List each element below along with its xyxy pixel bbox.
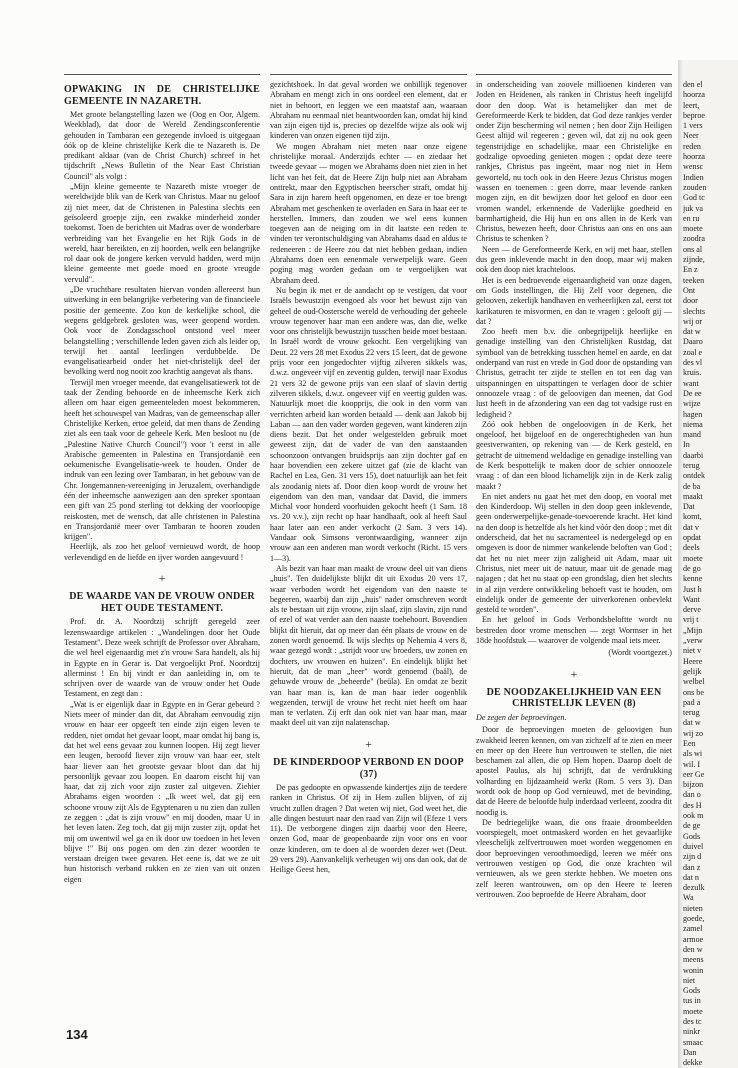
heading-waarde-vrouw: DE WAARDE VAN DE VROUW ONDER HET OUDE TESTAMENT.	[69, 591, 255, 614]
paragraph: „Wat is er eigenlijk daar in Egypte en in Gerar gebeurd ? Niets meer of minder dan dit, dat Abraham eenvoudig zijn vrouw en haar eer opgeeft ten einde zijn eigen leven te redden, niet omdat het gevaar loopt, maar omdat hij bang is, dat het wel eens gevaar zou kunnen loopen. Hij zegt liever een leugen, beroofd liever zijn vrouw van haar eer, stelt haar liever aan het grootste gevaar bloot dan dat hij persoonlijk gevaar zou loopen. En daarom eischt hij van haar, dat zij zich voor zijn zuster zal uitgeven. Ziehier Abrahams eigen woorden : „Ik weet wel, dat gij een schoone vrouw zijt Als de Egyptenaren u nu zien dan zullen ze zeggen : „dat is zijn vrouw" en mij dooden, maar U in het leven laten. Zeg toch, dat gij mijn zuster zijt, opdat het mij om uwentwil wel ga en ik door uw toedoen in het leven blijve !" Bij ons pogen om den zin dezer woorden te verstaan dreigen twee gevaren. Het eene is, dat we ze uit hun historisch verband rukken en ze zien van uit onzen eigen	[64, 699, 260, 884]
cut-off-line: welbel	[683, 677, 705, 687]
cut-off-line: Dat	[683, 502, 695, 512]
cut-off-line: en ru	[683, 213, 700, 223]
subheading: De zegen der beproevingen.	[476, 712, 567, 722]
cut-off-line: Heere	[683, 656, 703, 666]
heading-opwaking: OPWAKING IN DE CHRISTELIJKE GEMEENTE IN NAZARETH.	[64, 84, 260, 107]
cut-off-line: Een	[683, 739, 696, 748]
heading-kinderdoop: DE KINDERDOOP VERBOND EN DOOP (37)	[273, 757, 464, 780]
paragraph: Zoo heeft men b.v. die onbegrijpelijk heerlijke en genadige instelling van den Christelijken Rustdag, dat symbool van de betrekking tusschen hemel en aarde, en dat onderpand van rust en vrede in God door de opstanding van Christus, getracht ter zijde te stellen en tot een dag van uitspanningen en uitspattingen te verlagen door de schier onnoozele vraag : of de geloovigen dan meenen, dat God lust heeft in de afzondering van een dag tot vadsige rust en ledigheid ?	[476, 327, 672, 419]
cut-off-line: moete	[683, 553, 703, 563]
paragraph: En het geloof in Gods Verbondsbeloftte wordt nu bestreden door vrome menschen — zegt Wormser in het 18de hoofdstuk — waarover de volgende maal iets meer.	[476, 615, 672, 646]
page-number: 134	[66, 1027, 88, 1042]
cut-off-line: slechts	[683, 306, 706, 316]
cut-off-line: zamel	[683, 924, 703, 934]
cut-off-line: niema	[683, 419, 703, 429]
cut-off-line: nieten	[683, 903, 703, 913]
paragraph: De bedriegelijke waan, die ons fraaie droombeelden voorspiegelt, moet ontmaskerd worden en het gevaarlijke vleeschelijk zelfvertrouwen moet worden weggenomen en door beproevingen veroothmoedigd, leeren we méér ons vertrouwen vestigen op God, die onze krachten wil vernieuwen, als we geen sterkte hebben. We moeten ons zelf leeren wantrouwen, om op den Heere te leeren vertrouwen. Zoo beproefde de Heere Abraham, door	[476, 817, 672, 899]
cut-off-line: reden	[683, 141, 701, 151]
cut-off-line: Daaro	[683, 337, 703, 347]
cut-off-line: zoal e	[683, 347, 703, 357]
cut-off-line: de ge	[683, 821, 701, 831]
cut-off-line: hoorza	[683, 152, 706, 162]
cut-off-line: ninkr	[683, 1027, 701, 1037]
paragraph: Zóó ook hebben de ongeloovigen in de Kerk, het ongeloof, het bijgeloof en de ongerechtigheden van hun geestverwanten, op rekening van — de Kerk gesteld, en getracht de uitnemend weldadige en genadige instelling van de Kerk bespottelijk te maken door de schier onnoozele vraag : of dan een blood lichamelijk zijn in de Kerk zalig maakt ?	[476, 419, 672, 491]
cut-off-line: juk va	[683, 203, 704, 213]
cut-off-line: dat v	[683, 522, 699, 532]
cut-off-line: leert,	[683, 100, 700, 110]
paragraph: „De vruchtbare resultaten hiervan vonden allereerst hun uitwerking in een belangrijke verbetering van de financieele positie der gemeente. Zoo kon de kerkelijke school, die wegens geldgebrek gesloten was, weer geopend worden. Ook voor de Zondagsschool ontstond veel meer belangstelling ; verschillende leden gaven zich als leider op, terwijl het aantal leerlingen verdubbelde. De evangelisatiearbeid onder het niet-christelijk deel der bevolking werd nog nooit zoo krachtig aangevat als thans.	[64, 285, 260, 377]
cross-divider: +	[158, 571, 166, 586]
cut-off-line: „verw	[683, 636, 703, 646]
cross-divider: +	[365, 736, 372, 751]
paragraph: Nu begin ik met er de aandacht op te vestigen, dat voor Israëls bewustzijn evengoed als voor het bewust zijn van geheel de oud-Oostersche wereld de verhouding der geheele vrouw tegenover haar man een andere was, dan die, welke voor ons christelijk bewustzijn tusschen beide moet bestaan. In Israël wordt de vrouw gekocht. Een vergelijking van Deut. 22 vers 28 met Exodus 22 vers 15 leert, dat de gewone prijs voor een jongedochter vijftig zilveren sikkels was, d.w.z. ongeveer vijf en zeventig gulden, terwijl naar Exodus 21 vers 32 de gewone prijs van een slaaf of slavin dertig zilveren sikkels, d.w.z. ongeveer vijf en veertig gulden was. Natuurlijk moet die koopprijs, die ook in den vorm van verrichten arbeid kan worden betaald — denk aan Jakob bij Laban — aan den vader worden gegeven, want kinderen zijn diens bezit. Dat het onder welgestelden gebruik moet geweest zijn, dat de vader de van den aanstaanden schoonzoon ontvangen bruidsprijs aan zijn dochter gaf en haar bovendien een zekere uitzet gaf (zie de klacht van Rachel en Lea, Gen. 31 vers 15), doet natuurlijk aan het feit als zoodanig niets af. Door dien koop wordt de vrouw het eigendom van den man, vandaar dat David, die immers Michal voor honderd voorhuiden gekocht heeft (1 Sam. 18 vs. 20 v.v.), zijn recht op haar handhaaft, ook al heeft Saul haar later aan een ander verkocht (2 Sam. 3 vers 14). Vandaar ook Simsons verontwaardiging, wanneer zijn vrouw aan een anderen man wordt verkocht (Richt. 15 vers 1—3).	[270, 285, 467, 563]
cut-off-line: komt,	[683, 512, 702, 522]
cut-off-line: dat w	[683, 327, 701, 337]
cut-off-line: dan z	[683, 862, 701, 872]
cut-off-line: armoe	[683, 934, 704, 944]
cut-off-line: niet	[683, 975, 696, 985]
cut-off-line: moete	[683, 1006, 703, 1016]
cut-off-line: eer Ge	[683, 769, 705, 779]
cut-off-line: „Mijn	[683, 625, 703, 635]
cut-off-line: hagen	[683, 409, 703, 419]
cut-off-line: des tc	[683, 1017, 702, 1027]
cut-off-line: ons al	[683, 244, 703, 254]
cut-off-line: God tc	[683, 193, 705, 203]
cut-off-line: maakt	[683, 491, 703, 501]
cut-off-line: des H	[683, 800, 702, 810]
top-rule-col1	[64, 74, 260, 75]
cut-off-line: Ont	[683, 285, 696, 295]
cut-off-line: smaac	[683, 1037, 704, 1047]
cut-off-line: deels	[683, 543, 700, 553]
cut-off-line: gelijk	[683, 666, 702, 676]
cut-off-line: zijn d	[683, 852, 702, 862]
cut-off-line: opdat	[683, 533, 701, 543]
column-2	[270, 80, 467, 1065]
column-4-cut-off	[683, 80, 738, 1065]
cut-off-line: de ba	[683, 481, 701, 491]
cut-off-line: dat n	[683, 872, 699, 882]
cut-off-line: Gods	[683, 986, 701, 996]
cut-off-line: De ee	[683, 388, 702, 398]
cut-off-line: wijze	[683, 399, 701, 409]
column-1	[64, 80, 260, 1065]
cut-off-line: des vl	[683, 358, 703, 368]
cut-off-line: goede,	[683, 914, 705, 924]
paragraph: Door de beproevingen moeten de geloovigen hun zwakheid leeren kennen, om van zichzelf af te zien en meer en meer op den Heere hun vertrouwen te stellen, die niet beschamen zal allen, die op Hem hopen. Daarop doelt de apostel Paulus, als hij schrijft, dat de verdrukking volharding en lijdzaamheid werkt (Rom. 5 vers 3). Dan wordt ook de hoop op God vernieuwd, met de bevinding, dat de Heere de beloofde hulp inderdaad verleent, zoodra dit noodig is.	[476, 725, 672, 817]
cut-off-line: mand	[683, 430, 701, 440]
cut-off-line: ook m	[683, 811, 704, 821]
cut-off-line: Just h	[683, 584, 702, 594]
cut-off-line: wil. I	[683, 759, 701, 769]
top-rule-col3	[476, 74, 672, 75]
paragraph: in onderscheiding van zoovele millioenen kinderen van Joden en Heidenen, als ranken in Christus heeft ingelijfd door den doop. Wat is hetamelijker dan met de Gereformeerde Kerk te bidden, dat God deze rankjes verder onder Zijn bescherming wil nemen ; hen door Zijn Heiligen Geest altijd wil regeeren ; geven wil, dat zij nu ook geen tegenstrijdige en schadelijke, maar een Christelijke en godzalige opvoeding genieten mogen ; opdat deze teere rankjes, Christus pas ingeënt, maar nog niet in Hem geworteld, nu toch ook in den Heere Jezus Christus mogen wassen en toenemen : geen dorre, maar levende ranken mogen zijn, en dit bewijzen door het geloof en door een vromen wandel, erkennende de Vaderlijke goedheid en barmhartigheid, die Hij hun en ons allen in de Kerk van Christus, bewezen heeft, door Christus aan ons en ons aan Christus te schenken ?	[476, 80, 672, 244]
paragraph: Heerlijk, als zoo het geloof vernieuwd wordt, de hoop verlevendigd en de liefde en ijver worden aangevuurd !	[64, 542, 260, 562]
cut-off-line: teeken	[683, 275, 705, 285]
cut-off-line: ons be	[683, 687, 704, 697]
cut-off-line: terug	[683, 708, 700, 718]
continued-note: (Wordt voortgezet.)	[608, 648, 672, 658]
cut-off-line: daarbi	[683, 450, 704, 460]
cut-off-line: duivel	[683, 841, 704, 851]
paragraph: We mogen Abraham niet meten naar onze eigene christelijke moraal. Anderzijds echter — en ziedaar het tweede gevaar — mogen we Abrahams doen niet zien in het licht van het feit, dat de Heere Zijn hulp niet aan Abraham onttrekt, maar den Egyptischen heerscher straft, omdat hij Sara in zijn harem heeft opgenomen, en deze er toe brengt Abraham met geschenken te overladen en Sara in haar eer te herstellen. Immers, dan zouden we wel eens kunnen toegeven aan de neiging om in dit laatste een reden te vinden ter verontschuldiging van Abrahams daad en aldus te redeneeren : de Heere zou dat niet hebben gedaan, indien Abrahams doen een eenenmale verwerpelijk ware. Geen poging mag worden gedaan om te vergoelijken wat Abraham deed.	[270, 141, 467, 285]
cut-off-line: 1 vers	[683, 121, 703, 131]
paragraph: gezichtshoek. In dat geval worden we onbillijk tegenover Abraham en mengt zich in ons oordeel een element, dat er niet in behoort, en leggen we een maatstaf aan, waaraan Abraham nu eenmaal niet beantwoorden kan, omdat hij kind van zijn eigen tijd is, precies op dezelfde wijze als ook wij kinderen van onzen eigenen tijd zijn.	[270, 80, 467, 141]
paragraph: Als bezit van haar man maakt de vrouw deel uit van diens „huis". Ten duidelijkste blijkt dit uit Exodus 20 vers 17, waar verboden wordt het eigendom van den naaste te begeeren, waarbij dan zijn „huis" nader omschreven wordt als te bestaan uit zijn vrouw, zijn slaaf, zijn slavin, zijn rund of ezel of wat verder aan den naaste toebehoort. Bovendien blijkt dit hieruit, dat op meer dan één plaats de vrouw en de zonen wordt genoemd. Ik wijs slechts op Nehemia 4 vers 8, waar gezegd wordt : „strijdt voor uw broeders, uw zonen en dochters, uw vrouwen en huizen". En eindelijk blijkt het hieruit, dat de man „heer" wordt genoemd (baäl), de gehuwde vrouw de „beheerde" (beüla). En omdat ze bezit van haar man is, kan de man haar ieder oogenblik wegzenden, terwijl de vrouw het recht niet heeft om haar man te verlaten. Zij erft dan ook niet van haar man, maar maakt deel uit van zijn nalatenschap.	[270, 563, 467, 728]
cut-off-line: den w	[683, 944, 703, 954]
cut-off-line: terug	[683, 460, 700, 470]
cut-off-line: pad a	[683, 697, 701, 707]
cut-off-line: zouden	[683, 182, 707, 192]
cut-off-line: want	[683, 378, 699, 388]
cut-off-line: kruis.	[683, 368, 702, 378]
cut-off-line: de go	[683, 563, 701, 573]
paragraph: Terwijl men vroeger meende, dat evangelisatiewerk tot de taak der Zending behoorde en de inheemsche Kerk zich alleen om haar eigen gemeenteleden moest bekommeren, heeft het schouwspel van Madras, van de gemeenschap aller Christelijke Kerken, ertoe geleid, dat men thans de Zending ziet als een taak voor de geheele Kerk. Men besloot nu (de „Palestine Native Church Council") voor 't eerst in alle Arabische gemeenten in Palestina en Transjordanië een oekumenische Evangelisatie-week te houden. Onder de indruk van een lezing over Tambaran, in het gebouw van de Chr. Jongemannen-vereeniging in Jeruzalem, overhandigde één der inheemsche aanwezigen aan den spreker spontaan een gift van 25 pond sterling tot dekking der voorloopige reiskosten, met de wensch, dat alle christenen in Palestina en Transjordanië meer over Tambaran te hooren zouden krijgen".	[64, 377, 260, 542]
cut-off-line: wij or	[683, 316, 703, 326]
cut-off-line: Wa	[683, 893, 694, 903]
cross-divider: +	[570, 666, 578, 681]
paragraph: De pas gedoopte en opwassende kindertjes zijn de teedere ranken in Christus. Of zij in Hem zullen blijven, of zij vrucht zullen dragen ? Dat weten wij niet, God weet het, die alle dingen bestuurt naar den raad van Zijn wil (Efeze 1 vers 11). De verborgene dingen zijn daarbij voor den Heere, onzen God, maar de geopenbaarde zijn voor ons en voor onze kinderen, om te doen al de woorden dezer wet (Deut. 29 vers 29). Aanvankelijk verheugen wij ons dan ook, dat de Heilige Geest hen,	[270, 783, 467, 875]
cut-off-line: In	[683, 440, 690, 450]
cut-off-line: wensc	[683, 162, 704, 172]
cut-off-line: kenne	[683, 574, 703, 584]
cut-off-line: moete	[683, 224, 703, 234]
cut-off-line: bijzon	[683, 780, 704, 790]
top-rule-col2	[270, 74, 467, 75]
cut-off-line: dat w	[683, 718, 701, 728]
cut-off-line: zijnde,	[683, 255, 705, 265]
heading-christelijk-leven: DE NOODZAKELIJKHEID VAN EEN CHRISTELIJK LEVEN (8)	[486, 686, 662, 710]
cut-off-line: derve	[683, 605, 701, 615]
cut-off-line: Indien	[683, 172, 704, 182]
paragraph: En niet anders nu gaat het met den doop, en vooral met den Kinderdoop. Wij stellen in den doop geen inklevende, geen onderwerpelijke-genade-toevoerende kracht. Het kind na den doop is hetzelfde als het kind vóór den doop ; met dit onderscheid, dat het nu sacramenteel is nedergelegd op en omgeven is door de nimmer wankelende beloften van God ; dat het nu niet meer zijn zaligheid uit Adam, maar uit Christus, niet meer uit de natuur, maar uit de genade mag najagen ; dat het nu staat op een grondslag, dien het slechts in al zijn verdere ontwikkeling behoeft vast te houden, om eindelijk onder de gemeente der uitverkorenen onbevlekt gesteld te worden".	[476, 491, 672, 615]
cut-off-line: Neer	[683, 131, 699, 141]
cut-off-line: door	[683, 296, 698, 306]
cut-off-line: Want	[683, 594, 700, 604]
column-3	[476, 80, 672, 1065]
cut-off-line: Dan	[683, 1047, 697, 1057]
cut-off-line: dezulk	[683, 883, 705, 893]
cut-off-line: zoodra	[683, 234, 706, 244]
cut-off-line: vrij t	[683, 615, 699, 625]
cut-off-line: beproe	[683, 110, 706, 120]
cut-off-line: wonin	[683, 965, 704, 975]
paragraph: Het is een bedroevende eigenaardigheid van onze dagen, om Gods instellingen, die Hij Zelf voor degenen, die gelooven, zekerlijk handhaven en verheerlijken zal, eerst tot karikaturen te misvormen, en dan te vragen : gelooft gij — dat ?	[476, 275, 672, 326]
cut-off-line: meens	[683, 955, 704, 965]
cut-off-line: dekke	[683, 1058, 703, 1065]
paragraph: Met groote belangstelling lazen we (Oog en Oor, Algem. Weekblad), dat door de Wereld Zendingsconferentie gehouden in Tambaran een gezegende invloed is uitgegaan óók op de kleine christelijke Kerk die te Nazareth is. De predikant aldaar (van de Christ Church) schreef in het tijdschrift „News Bulletin of the Near East Christian Council" als volgt :	[64, 110, 260, 181]
cut-off-line: En z	[683, 265, 698, 275]
cut-off-line: dan o	[683, 790, 701, 800]
cut-off-line: wij zo	[683, 728, 704, 738]
cut-off-line: hoorza	[683, 90, 706, 100]
paragraph: „Mijn kleine gemeente te Nazareth miste vroeger de wereldwijde blik van de Kerk van Christus. Maar nu geloof zij niet meer, dat de Christenen in Palestina slechts een geïsoleerd groepje zijn, een zwakke minderheid zonder toekomst. Toen de berichten uit Madras over de wonderbare verbreiding van het Evangelie en het Rijk Gods in de wereld, haar bereikten, en zij hoorden, welk een belangrijke rol daar ook de jongere kerken vervuld hadden, werd mijn kleine gemeente met goede moed en groote vreugde vervuld".	[64, 182, 260, 284]
cut-off-line: tus in	[683, 996, 701, 1006]
cut-off-line: niet v	[683, 646, 702, 656]
cut-off-line: den el	[683, 80, 703, 89]
cut-off-line: als wi	[683, 749, 703, 759]
paragraph: Neen — de Gereformeerde Kerk, en wij met haar, stellen dus geen inklevende macht in den doop, maar wij maken ook den doop niet krachteloos.	[476, 244, 672, 275]
cut-off-line: Gods	[683, 831, 701, 841]
cut-off-line: ontdek	[683, 471, 706, 481]
paragraph: Prof. dr. A. Noordtzij schrijft geregeld zeer lezenswaardige artikelen : „Wandelingen door het Oude Testament". Deze week schrijft de Professor over Abraham, die wel heel eigenaardig met z'n vrouw Sara handelt, als hij in Egypte en in Gerar is. Dat vergoelijkt Prof. Noordtzij allerminst ! En hij vindt er dan aanleiding in, om te schrijven over de waarde van de vrouw onder het Oude Testament, en zegt dan :	[64, 617, 260, 699]
